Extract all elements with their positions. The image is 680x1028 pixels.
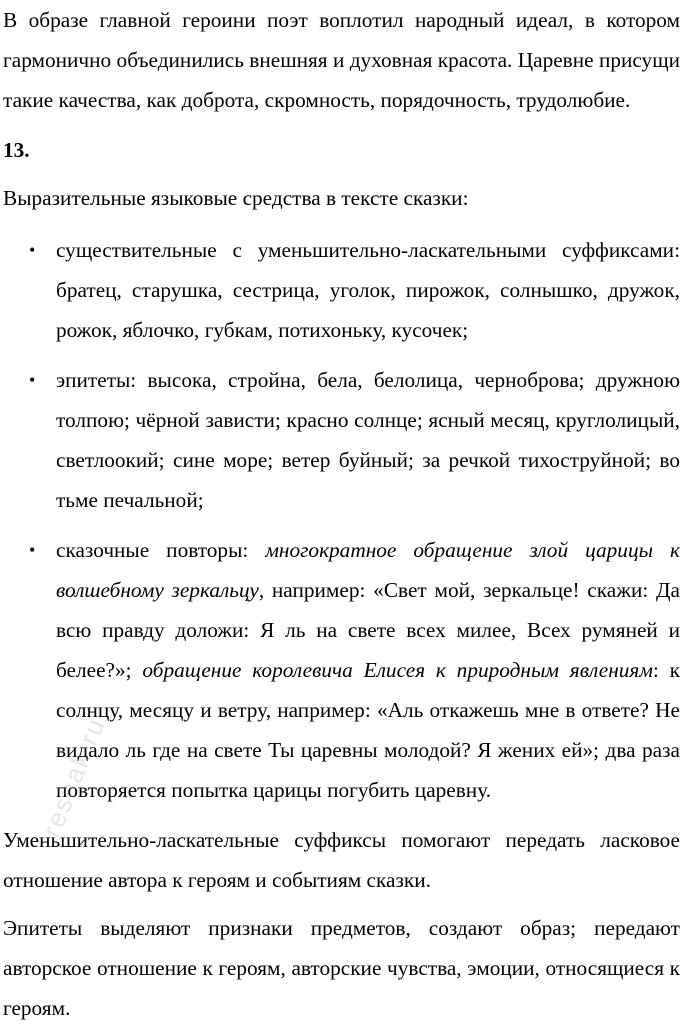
paragraph-heroine-ideal: В образе главной героини поэт воплотил народный идеал, в котором гармонично объединились внешняя и духовная красота. Царевне присущи такие качества, как доброта, скромность, порядочность, трудолюбие. [3,8,680,112]
task-number: 13. [3,138,30,162]
list-intro: Выразительные языковые средства в тексте сказки: [3,186,469,210]
list-item-fairy-tale-repetitions [3,530,680,810]
expressive-means-list [3,230,680,810]
list-item-epithets [3,360,680,520]
list-item-text: существительные с уменьшительно-ласкательными суффиксами: братец, старушка, сестрица, уголок, пирожок, солнышко, дружок, рожок, яблочко, губкам, потихоньку, кусочек; [56,238,680,342]
italic-mirror-address: многократное обращение злой царицы к волшебному зеркальцу [56,538,680,602]
quote-mirror: , например: «Свет мой, зеркальце! скажи: Да всю правду доложи: Я ль на свете всех милее, Всех румяней и белее?»; [56,578,680,682]
conclusion-epithets: Эпитеты выделяют признаки предметов, создают образ; передают авторское отношение к героям, авторские чувства, эмоции, относящиеся к героям. [3,916,680,1020]
watermark: reshak.ru [36,712,112,842]
list-item-lead: сказочные повторы: [56,538,266,562]
quote-elisey: : к солнцу, месяцу и ветру, например: «Аль откажешь мне в ответе? Не видало ль где на свете Ты царевны молодой? Я жених ей»; два раза повторяется попытка царицы погубить царевну. [56,658,680,802]
bullet-icon: • [29,240,36,260]
list-item-diminutive-nouns [3,230,680,350]
bullet-icon: • [29,540,36,560]
list-item-text: эпитеты: высока, стройна, бела, белолица, черноброва; дружною толпою; чёрной зависти; красно солнце; ясный месяц, круглолицый, светлоокий; сине море; ветер буйный; за речкой тихоструйной; во тьме печальной; [56,368,680,512]
bullet-icon: • [29,370,36,390]
italic-nature-address: обращение королевича Елисея к природным явлениям [142,658,653,682]
conclusion-suffixes: Уменьшительно-ласкательные суффиксы помогают передать ласковое отношение автора к героям и событиям сказки. [3,828,680,892]
